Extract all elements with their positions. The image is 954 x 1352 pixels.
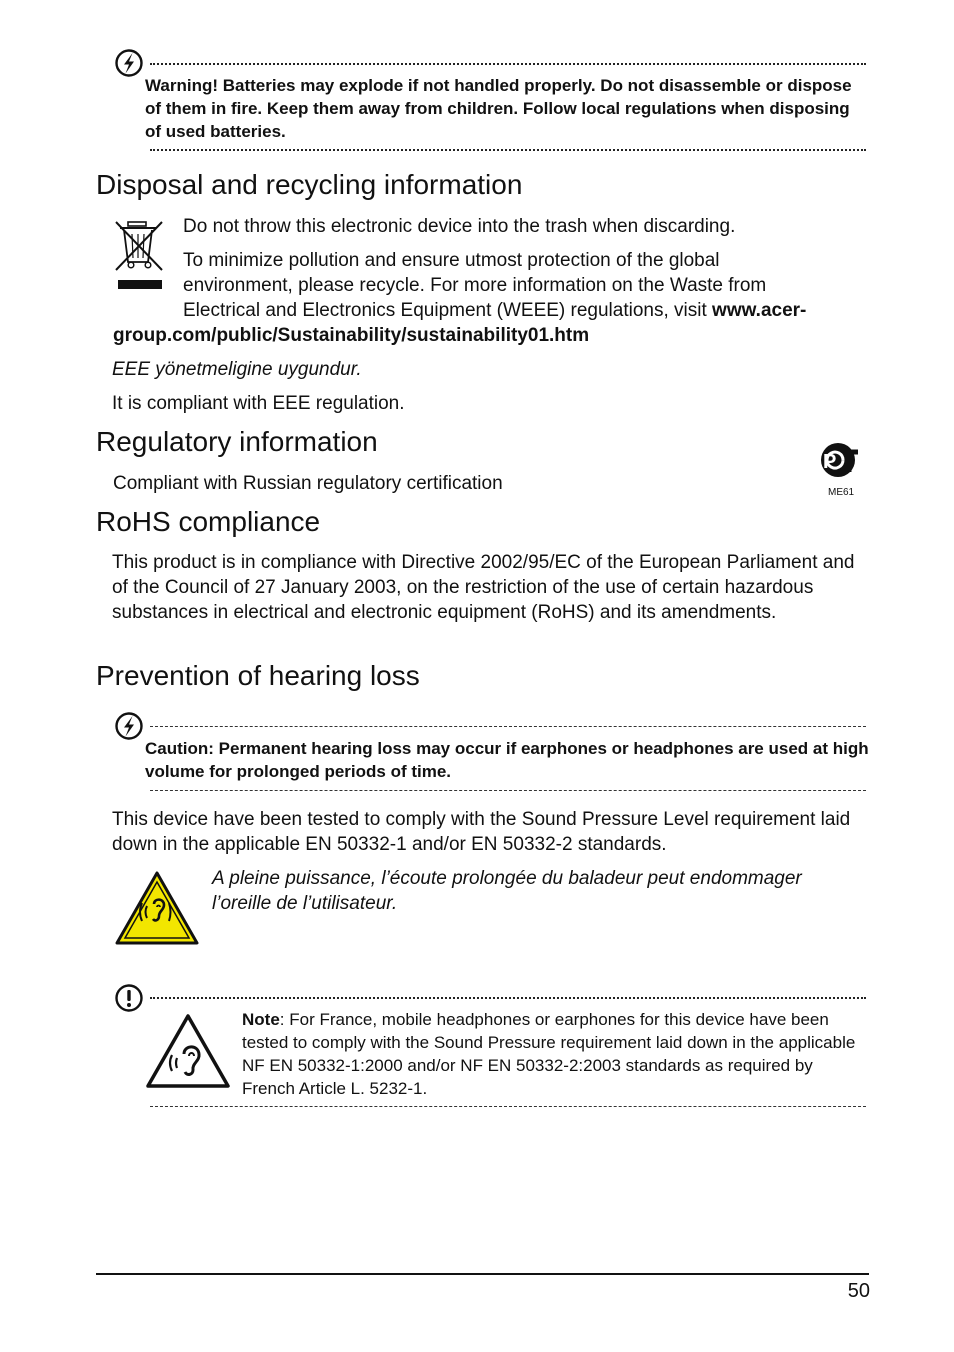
lightning-icon (114, 711, 144, 741)
note-bottom-divider (150, 1106, 866, 1107)
hearing-heading: Prevention of hearing loss (96, 660, 420, 691)
lightning-icon (114, 48, 144, 78)
hearing-warning-triangle-icon (114, 870, 200, 946)
battery-warning-text: Warning! Batteries may explode if not handled properly. Do not disassemble or dispose of them in fire. Keep them away from children. Follow local regulations when disposing of used batteries. (145, 76, 852, 141)
french-warning-text: A pleine puissance, l’écoute prolongée du baladeur peut endommager l’oreille de l’utilisateur. (212, 868, 802, 914)
footer-rule (96, 1273, 869, 1275)
bottom-divider (150, 149, 866, 151)
caution-top-divider (150, 726, 866, 727)
eee-turkish-text: EEE yönetmeligine uygundur. (112, 359, 362, 380)
france-note-text (242, 1008, 870, 1100)
eee-english-text: It is compliant with EEE regulation. (112, 393, 405, 414)
caution-bottom-divider (150, 790, 866, 791)
regulatory-heading: Regulatory information (96, 426, 378, 457)
weee-crossed-bin-icon (110, 218, 168, 294)
pct-certification-icon (816, 440, 868, 484)
svg-text:P: P (823, 451, 837, 473)
caution-text: Caution: Permanent hearing loss may occur if earphones or headphones are used at high volume for prolonged periods of time. (145, 739, 869, 781)
pct-mark-code: ME61 (828, 487, 855, 498)
ear-warning-triangle-icon (144, 1012, 232, 1090)
page-number: 50 (847, 1280, 870, 1302)
rohs-heading: RoHS compliance (96, 506, 321, 537)
top-divider (150, 63, 866, 65)
regulatory-text: Compliant with Russian regulatory certification (113, 473, 503, 494)
disposal-line-1: Do not throw this electronic device into the trash when discarding. (183, 216, 736, 237)
note-top-divider (150, 997, 866, 999)
disposal-heading: Disposal and recycling information (96, 169, 523, 200)
rohs-text: This product is in compliance with Directive 2002/95/EC of the European Parliament and of the Council of 27 January 2003, on the restriction of the use of certain hazardous substances in electrical and electronic equipment (RoHS) and its amendments. (112, 552, 855, 623)
exclamation-circle-icon (114, 983, 144, 1013)
note-label: Note (242, 1010, 280, 1029)
weee-link[interactable]: group.com/public/Sustainability/sustainability01.htm (113, 325, 590, 346)
disposal-line-2-part-1: To minimize pollution and ensure utmost protection of the global environment, please recycle. For more information on the Waste from Electrical and Electronics Equipment (WEEE) regulations, visit www.acer- (183, 250, 807, 321)
sound-pressure-text: This device have been tested to comply with the Sound Pressure Level requirement laid down in the applicable EN 50332-1 and/or EN 50332-2 standards. (112, 809, 851, 855)
note-body: : For France, mobile headphones or earphones for this device have been tested to comply with the Sound Pressure requirement laid down in the applicable NF EN 50332-1:2000 and/or NF EN 50332-2:2003 standards as required by French Article L. 5232-1. (242, 1010, 856, 1098)
